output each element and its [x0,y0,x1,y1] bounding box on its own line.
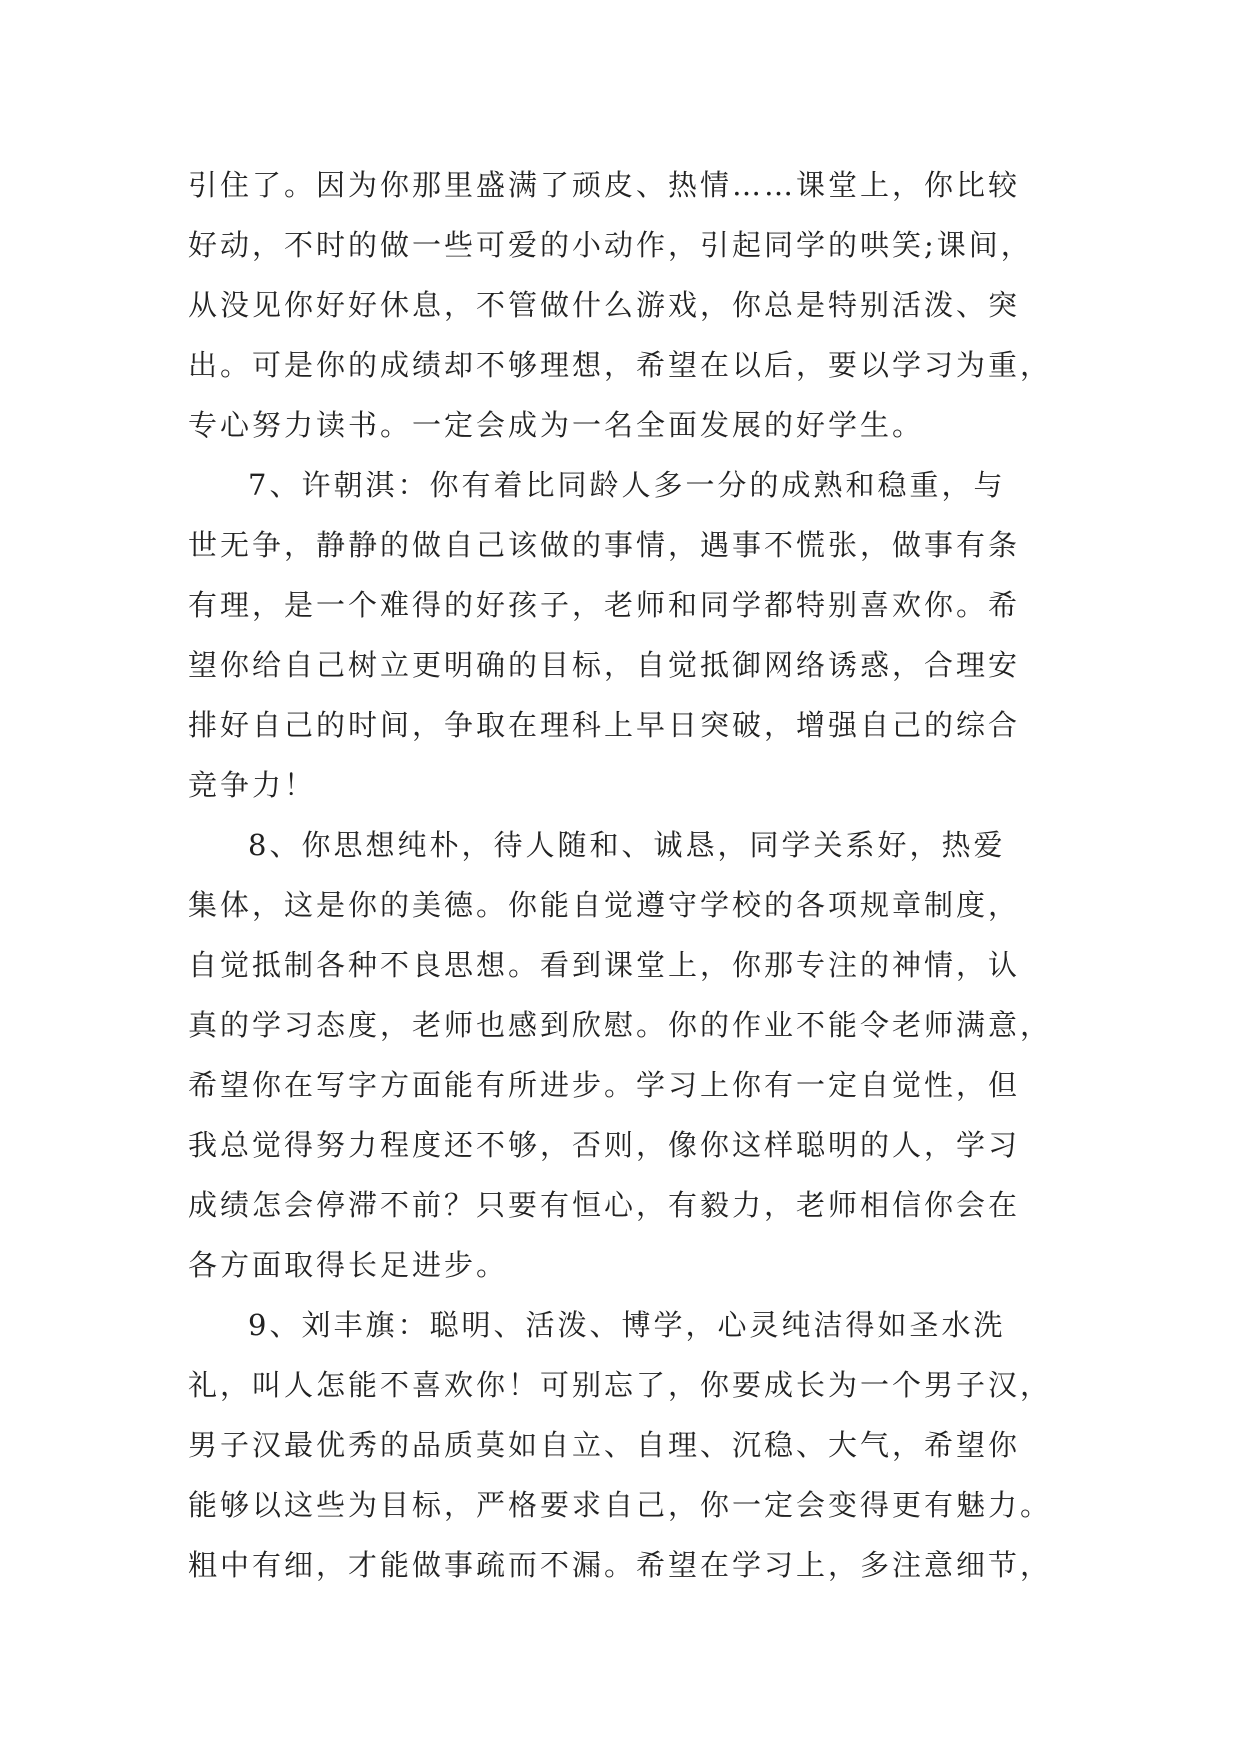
text-line: 希望你在写字方面能有所进步。学习上你有一定自觉性，但 [188,1068,1021,1102]
document-body [188,155,1058,1595]
text-line: 集体，这是你的美德。你能自觉遵守学校的各项规章制度， [188,888,1021,922]
text-line: 排好自己的时间，争取在理科上早日突破，增强自己的综合 [188,708,1021,742]
text-line: 好动，不时的做一些可爱的小动作，引起同学的哄笑;课间， [188,228,1033,262]
text-line: 引住了。因为你那里盛满了顽皮、热情……课堂上，你比较 [188,168,1021,202]
text-line: 出。可是你的成绩却不够理想，希望在以后，要以学习为重， [188,348,1053,382]
text-line: 粗中有细，才能做事疏而不漏。希望在学习上，多注意细节， [188,1548,1053,1582]
text-line: 专心努力读书。一定会成为一名全面发展的好学生。 [188,408,925,442]
paragraph-8-first-line: 8、你思想纯朴，待人随和、诚恳，同学关系好，热爱 [248,828,1006,862]
text-line: 成绩怎会停滞不前？只要有恒心，有毅力，老师相信你会在 [188,1188,1021,1222]
text-line: 有理，是一个难得的好孩子，老师和同学都特别喜欢你。希 [188,588,1021,622]
text-line: 各方面取得长足进步。 [188,1248,509,1282]
text-line: 我总觉得努力程度还不够，否则，像你这样聪明的人，学习 [188,1128,1021,1162]
text-line: 从没见你好好休息，不管做什么游戏，你总是特别活泼、突 [188,288,1021,322]
text-line: 能够以这些为目标，严格要求自己，你一定会变得更有魅力。 [188,1488,1053,1522]
paragraph-9-first-line: 9、刘丰旗：聪明、活泼、博学，心灵纯洁得如圣水洗 [248,1308,1006,1342]
text-line: 礼，叫人怎能不喜欢你！可别忘了，你要成长为一个男子汉， [188,1368,1053,1402]
text-line: 真的学习态度，老师也感到欣慰。你的作业不能令老师满意， [188,1008,1053,1042]
text-line: 竞争力！ [188,768,317,802]
paragraph-7-first-line: 7、许朝淇：你有着比同龄人多一分的成熟和稳重，与 [248,468,1006,502]
text-line: 望你给自己树立更明确的目标，自觉抵御网络诱惑，合理安 [188,648,1021,682]
text-line: 男子汉最优秀的品质莫如自立、自理、沉稳、大气，希望你 [188,1428,1021,1462]
text-line: 世无争，静静的做自己该做的事情，遇事不慌张，做事有条 [188,528,1021,562]
text-line: 自觉抵制各种不良思想。看到课堂上，你那专注的神情，认 [188,948,1021,982]
